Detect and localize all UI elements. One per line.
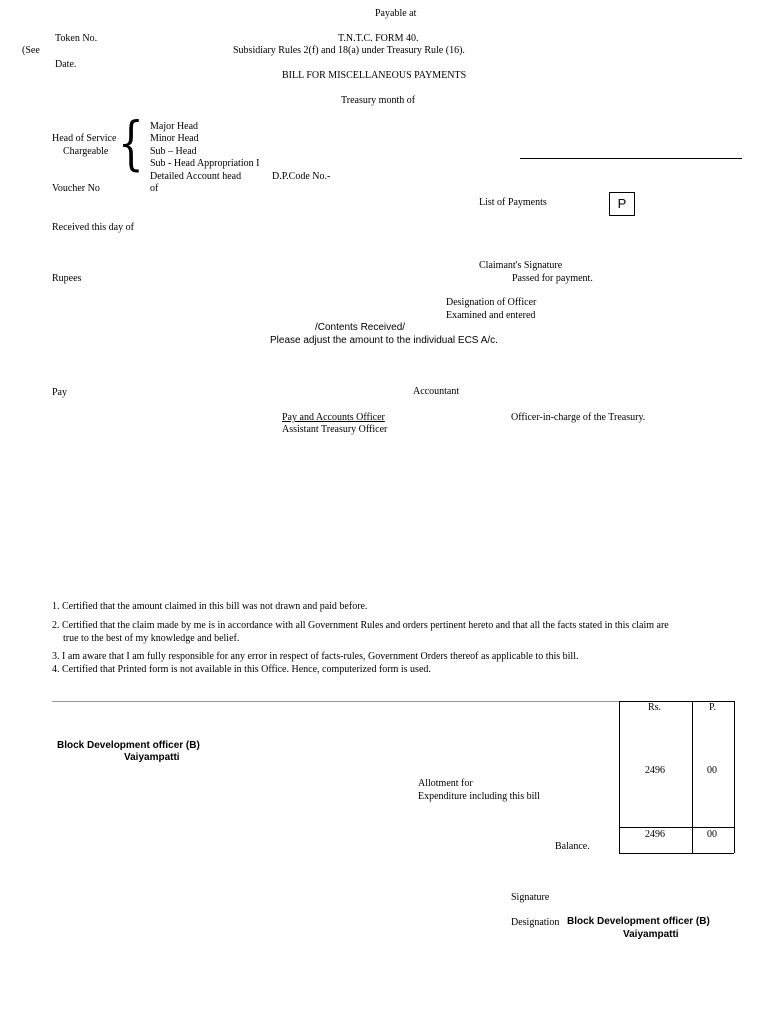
- designation-place: Vaiyampatti: [623, 929, 679, 940]
- accountant-label: Accountant: [413, 386, 460, 397]
- passed-for-payment: Passed for payment.: [512, 273, 593, 284]
- curly-brace-icon: {: [118, 109, 144, 177]
- allotment-line1: Allotment for: [418, 778, 473, 789]
- treasury-month-label: Treasury month of: [341, 95, 416, 106]
- sub-head-appropriation: Sub - Head Appropriation I: [150, 158, 260, 169]
- pay-accounts-officer: Pay and Accounts Officer: [282, 412, 385, 423]
- date-label: Date.: [55, 59, 77, 70]
- examined-entered: Examined and entered: [446, 310, 536, 321]
- allotment-rs: 2496: [645, 765, 665, 776]
- minor-head: Minor Head: [150, 133, 199, 144]
- rules-text: Subsidiary Rules 2(f) and 18(a) under Treasury Rule (16).: [233, 45, 465, 56]
- list-of-payments-label: List of Payments: [479, 197, 547, 208]
- allotment-line2: Expenditure including this bill: [418, 791, 540, 802]
- head-of-service-label: Head of Service: [52, 133, 117, 144]
- bdo-title: Block Development officer (B): [57, 740, 200, 751]
- balance-rs: 2496: [645, 829, 665, 840]
- payable-at: Payable at: [375, 8, 417, 19]
- contents-received: /Contents Received/: [315, 322, 406, 333]
- balance-label: Balance.: [555, 841, 590, 852]
- certification-2-cont: true to the best of my knowledge and belief.: [63, 633, 240, 644]
- rupees-label: Rupees: [52, 273, 82, 284]
- sub-head: Sub – Head: [150, 146, 197, 157]
- table-left-border: [619, 701, 620, 853]
- chargeable-label: Chargeable: [63, 146, 109, 157]
- signature-label: Signature: [511, 892, 550, 903]
- officer-in-charge: Officer-in-charge of the Treasury.: [511, 412, 646, 423]
- separator-line: [52, 701, 620, 702]
- table-balance-border: [619, 827, 734, 828]
- col-rs-header: Rs.: [648, 702, 662, 713]
- form-number: T.N.T.C. FORM 40.: [338, 33, 419, 44]
- designation-of-officer: Designation of Officer: [446, 297, 537, 308]
- p-box: P: [609, 192, 635, 216]
- see-label: (See: [22, 45, 40, 56]
- bill-title: BILL FOR MISCELLANEOUS PAYMENTS: [282, 70, 467, 81]
- pay-label: Pay: [52, 387, 67, 398]
- designation-label: Designation: [511, 917, 560, 928]
- table-right-border: [734, 701, 735, 853]
- allotment-p: 00: [707, 765, 717, 776]
- balance-p: 00: [707, 829, 717, 840]
- bdo-place: Vaiyampatti: [124, 752, 180, 763]
- table-bottom-border: [619, 853, 734, 854]
- assistant-treasury-officer: Assistant Treasury Officer: [282, 424, 388, 435]
- signature-rule: [520, 158, 742, 159]
- certification-3: 3. I am aware that I am fully responsible for any error in respect of facts-rules, Government Orders thereof as applicable to this bill.: [52, 651, 579, 662]
- claimant-signature-label: Claimant's Signature: [479, 260, 563, 271]
- table-top-border: [619, 701, 734, 702]
- voucher-of-label: of: [150, 183, 159, 194]
- table-mid-border: [692, 701, 693, 853]
- token-no-label: Token No.: [55, 33, 98, 44]
- major-head: Major Head: [150, 121, 199, 132]
- dp-code-label: D.P.Code No.-: [272, 171, 331, 182]
- certification-4: 4. Certified that Printed form is not available in this Office. Hence, computerized form is used.: [52, 664, 431, 675]
- ecs-note: Please adjust the amount to the individual ECS A/c.: [270, 335, 498, 346]
- designation-title: Block Development officer (B): [567, 916, 710, 927]
- certification-1: 1. Certified that the amount claimed in this bill was not drawn and paid before.: [52, 601, 368, 612]
- detailed-account-head: Detailed Account head: [150, 171, 242, 182]
- certification-2: 2. Certified that the claim made by me is in accordance with all Government Rules and orders pertinent hereto and that all the facts stated in this claim are: [52, 620, 669, 631]
- received-this-label: Received this day of: [52, 222, 134, 233]
- voucher-no-label: Voucher No: [52, 183, 100, 194]
- col-p-header: P.: [709, 702, 716, 713]
